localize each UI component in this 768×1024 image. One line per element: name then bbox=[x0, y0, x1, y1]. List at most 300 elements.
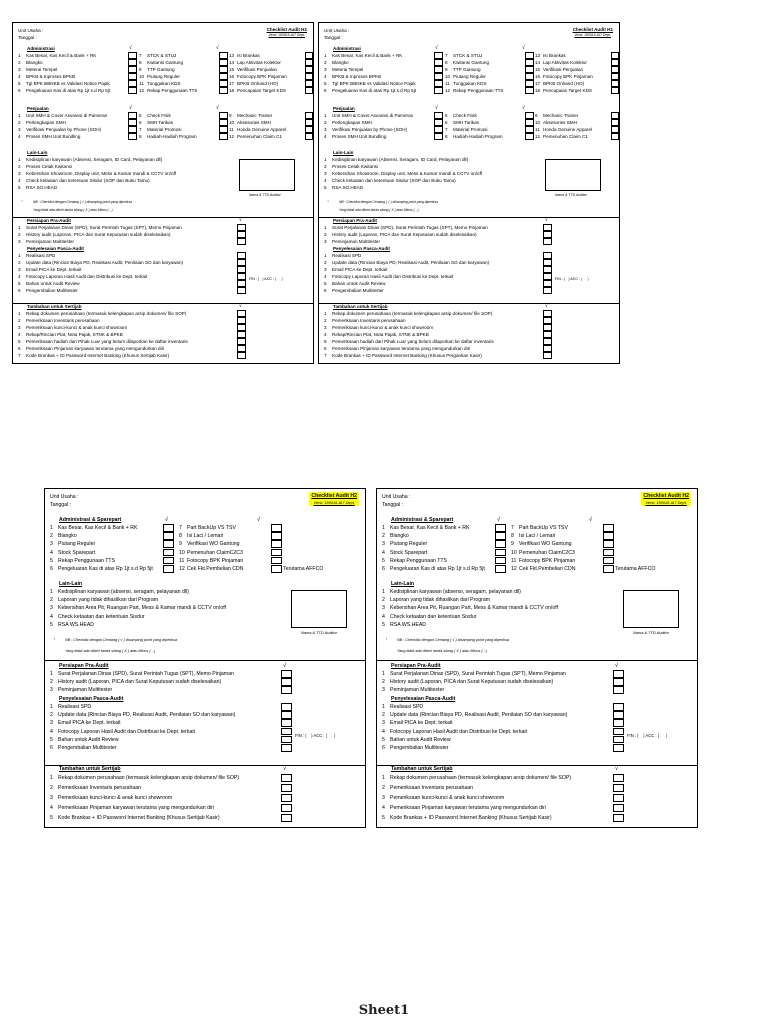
item-number: 9 bbox=[179, 541, 182, 548]
checkbox[interactable] bbox=[237, 238, 246, 245]
checkbox[interactable] bbox=[237, 224, 246, 231]
item-label: Kebersihan Showroom, Display unit, Mess & Kamar mandi & CCTV on/off bbox=[332, 171, 483, 176]
item-label: Pemeriksaan Pinjaman karyawan terutama yang mengundurkan diri bbox=[390, 805, 546, 811]
checkbox[interactable] bbox=[525, 112, 534, 119]
item-list bbox=[229, 52, 313, 94]
checkbox[interactable] bbox=[495, 557, 506, 565]
item-label: Check ketaatan dan ketentuan Sisdur bbox=[390, 613, 477, 620]
checkbox[interactable] bbox=[237, 266, 246, 273]
list-item bbox=[324, 252, 534, 259]
checkbox[interactable] bbox=[237, 331, 246, 338]
item-label: Pemeriksaan Inventaris perusahaan bbox=[26, 318, 100, 323]
item-label: Kode Brankas + ID Password Internet Banking (Khusus Sertijab Kasir) bbox=[26, 353, 170, 358]
item-number: 1 bbox=[50, 671, 53, 677]
list-item bbox=[445, 52, 535, 59]
sheet-tab[interactable]: Sheet1 bbox=[358, 1003, 410, 1018]
item-number: 3 bbox=[382, 541, 385, 548]
list-item bbox=[324, 259, 534, 266]
title-text: Checklist Audit H2 bbox=[643, 493, 689, 499]
list-item bbox=[50, 711, 275, 719]
item-number: 2 bbox=[50, 679, 53, 686]
list-item bbox=[50, 524, 180, 532]
checkbox[interactable] bbox=[237, 259, 246, 266]
checkbox[interactable] bbox=[271, 557, 282, 565]
list-item bbox=[445, 59, 535, 66]
checkbox[interactable] bbox=[305, 126, 313, 133]
checklist-title bbox=[573, 26, 613, 38]
list-item bbox=[535, 66, 619, 73]
list-item bbox=[382, 524, 512, 532]
item-number: 15 bbox=[535, 67, 541, 72]
list-item bbox=[18, 231, 228, 238]
checkbox[interactable] bbox=[525, 52, 534, 59]
checkbox[interactable] bbox=[525, 59, 534, 66]
checkbox[interactable] bbox=[128, 52, 137, 59]
list-item bbox=[18, 345, 230, 352]
checkbox[interactable] bbox=[305, 66, 313, 73]
checkbox[interactable] bbox=[611, 73, 619, 80]
checkbox[interactable] bbox=[163, 549, 174, 557]
auditor-signature-box[interactable] bbox=[623, 590, 679, 628]
list-item bbox=[382, 613, 582, 621]
fin-acc-field[interactable] bbox=[295, 733, 335, 739]
checkbox[interactable] bbox=[495, 524, 506, 532]
item-number: 8 bbox=[139, 60, 142, 65]
pra-audit-section-title: Persiapan Pra-Audit bbox=[27, 218, 71, 223]
checkbox[interactable] bbox=[237, 273, 246, 280]
item-number: 1 bbox=[324, 225, 327, 230]
acc-label: ) ACC : ( bbox=[311, 733, 328, 738]
checkbox[interactable] bbox=[219, 112, 228, 119]
item-number: 2 bbox=[382, 785, 385, 791]
list-item bbox=[179, 532, 274, 540]
close-paren: ) bbox=[334, 733, 336, 738]
item-label: Bahan untuk Audit Review bbox=[58, 736, 119, 743]
item-label: Meterai Tempel bbox=[332, 67, 364, 72]
checkbox[interactable] bbox=[613, 728, 624, 736]
item-label: Lap Aktivitas Kolektor bbox=[237, 60, 281, 65]
checkbox[interactable] bbox=[305, 59, 313, 66]
list-item bbox=[18, 252, 228, 259]
section-divider bbox=[45, 660, 365, 661]
item-label: Pemeriksaan Inventaris perusahaan bbox=[332, 318, 406, 323]
item-label: Kas Besar, Kas Kecil & Bank + RK bbox=[58, 525, 138, 531]
checkbox[interactable] bbox=[525, 119, 534, 126]
item-label: Peminjaman Multitester bbox=[332, 239, 380, 244]
checklist-h2-card bbox=[376, 488, 698, 828]
auditor-signature-box[interactable] bbox=[545, 159, 601, 191]
checkbox[interactable] bbox=[434, 133, 443, 140]
item-label: RSA WS.HEAD bbox=[390, 621, 427, 628]
checkbox[interactable] bbox=[525, 87, 534, 94]
checkbox[interactable] bbox=[163, 540, 174, 548]
checkbox[interactable] bbox=[434, 73, 443, 80]
checkbox[interactable] bbox=[543, 259, 552, 266]
checkbox[interactable] bbox=[281, 804, 292, 812]
checkbox[interactable] bbox=[163, 532, 174, 540]
checkbox[interactable] bbox=[525, 66, 534, 73]
item-number: 7 bbox=[445, 53, 448, 58]
item-list bbox=[18, 224, 228, 245]
checkbox[interactable] bbox=[219, 80, 228, 87]
checkbox[interactable] bbox=[434, 59, 443, 66]
checkbox[interactable] bbox=[237, 352, 246, 359]
fin-acc-field[interactable] bbox=[249, 277, 283, 283]
checkbox[interactable] bbox=[543, 266, 552, 273]
item-number: 3 bbox=[18, 67, 21, 72]
list-item bbox=[511, 540, 606, 548]
checkbox[interactable] bbox=[128, 66, 137, 73]
checkbox[interactable] bbox=[128, 112, 137, 119]
tick-mark-label: √ bbox=[497, 517, 501, 523]
checkbox[interactable] bbox=[237, 252, 246, 259]
checkbox[interactable] bbox=[603, 549, 614, 557]
item-number: 2 bbox=[18, 60, 21, 65]
checkbox[interactable] bbox=[434, 126, 443, 133]
item-number: 5 bbox=[139, 113, 142, 118]
checkbox[interactable] bbox=[163, 524, 174, 532]
item-label: Meterai Tempel bbox=[26, 67, 58, 72]
list-item bbox=[382, 549, 512, 557]
item-list bbox=[50, 670, 275, 695]
checkbox[interactable] bbox=[543, 273, 552, 280]
checkbox[interactable] bbox=[128, 59, 137, 66]
close-paren: ) bbox=[587, 277, 589, 281]
tick-mark-label: √ bbox=[522, 45, 525, 51]
pra-audit-section-title: Persiapan Pra-Audit bbox=[333, 218, 377, 223]
checkbox[interactable] bbox=[495, 532, 506, 540]
item-label: Pemenuhan Claim C1 bbox=[543, 134, 588, 139]
item-number: 8 bbox=[179, 533, 182, 540]
checkbox[interactable] bbox=[271, 565, 282, 573]
list-item bbox=[18, 224, 228, 231]
list-item bbox=[139, 112, 229, 119]
checkbox[interactable] bbox=[613, 794, 624, 802]
checkbox[interactable] bbox=[281, 711, 292, 719]
item-number: 3 bbox=[382, 795, 385, 801]
checkbox[interactable] bbox=[237, 345, 246, 352]
checkbox[interactable] bbox=[611, 59, 619, 66]
item-label: Lap Aktivitas Kolektor bbox=[543, 60, 587, 65]
checkbox[interactable] bbox=[543, 317, 552, 324]
checkbox[interactable] bbox=[219, 52, 228, 59]
item-label: Proses Cetak Kwitansi bbox=[26, 164, 72, 169]
checkbox[interactable] bbox=[128, 87, 137, 94]
checkbox[interactable] bbox=[281, 774, 292, 782]
checkbox[interactable] bbox=[603, 532, 614, 540]
item-list bbox=[18, 310, 230, 359]
checkbox[interactable] bbox=[434, 52, 443, 59]
checkbox[interactable] bbox=[237, 324, 246, 331]
checkbox[interactable] bbox=[219, 126, 228, 133]
item-number: 4 bbox=[50, 549, 53, 556]
list-item bbox=[18, 324, 230, 331]
checkbox[interactable] bbox=[128, 119, 137, 126]
item-label: Pemeriksaan Inventaris perusahaan bbox=[58, 785, 142, 791]
item-list bbox=[18, 52, 138, 94]
item-number: 4 bbox=[324, 274, 327, 279]
checkbox[interactable] bbox=[611, 133, 619, 140]
list-item bbox=[179, 524, 274, 532]
item-number: 12 bbox=[535, 134, 541, 139]
item-number: 4 bbox=[324, 134, 327, 139]
checkbox[interactable] bbox=[543, 345, 552, 352]
item-label: Blangko bbox=[58, 533, 77, 540]
checkbox[interactable] bbox=[281, 678, 292, 686]
item-label: History audit (Laporan, PICA dan Surat Keputusan sudah diselesaikan) bbox=[332, 232, 477, 237]
item-label: Pemenuhan ClaimC2C3 bbox=[187, 549, 243, 556]
item-label: Fotocopy Laporan Hasil Audit dan Distribusi ke Dept. terkait bbox=[26, 274, 148, 279]
checkbox[interactable] bbox=[543, 231, 552, 238]
item-number: 4 bbox=[18, 134, 21, 139]
checkbox[interactable] bbox=[305, 112, 313, 119]
item-label: Material Promosi bbox=[453, 127, 488, 132]
checklist-h2-card bbox=[44, 488, 366, 828]
list-item bbox=[445, 80, 535, 87]
item-number: 1 bbox=[50, 704, 53, 710]
checkbox[interactable] bbox=[611, 119, 619, 126]
list-item bbox=[382, 814, 607, 824]
checkbox[interactable] bbox=[237, 317, 246, 324]
checkbox[interactable] bbox=[613, 804, 624, 812]
list-item bbox=[139, 119, 229, 126]
checkbox[interactable] bbox=[281, 736, 292, 744]
item-number: 3 bbox=[50, 541, 53, 548]
item-label: Perlengkapan SMH bbox=[332, 120, 372, 125]
checkbox[interactable] bbox=[237, 310, 246, 317]
item-number: 3 bbox=[382, 687, 385, 694]
checkbox[interactable] bbox=[611, 126, 619, 133]
item-number: 11 bbox=[229, 127, 234, 132]
checkbox[interactable] bbox=[543, 280, 552, 287]
checkbox[interactable] bbox=[543, 310, 552, 317]
item-number: 2 bbox=[50, 785, 53, 791]
list-item bbox=[511, 549, 606, 557]
checkbox[interactable] bbox=[237, 231, 246, 238]
note-line-1: NB : Checklist dengan Centang ( √ ) disamping point yang diperiksa bbox=[33, 200, 132, 204]
tick-mark-label: √ bbox=[239, 303, 242, 309]
item-number: 3 bbox=[382, 605, 385, 612]
list-item bbox=[18, 80, 138, 87]
checkbox[interactable] bbox=[611, 87, 619, 94]
tanggal-label: Tanggal : bbox=[50, 502, 72, 509]
checkbox[interactable] bbox=[163, 565, 174, 573]
checkbox[interactable] bbox=[495, 540, 506, 548]
checkbox[interactable] bbox=[434, 112, 443, 119]
item-number: 1 bbox=[18, 253, 21, 258]
checkbox[interactable] bbox=[543, 252, 552, 259]
checkbox[interactable] bbox=[281, 728, 292, 736]
note-line-2: Yang tidak ada diberi tanda silang ( X ) atau Minus ( - ) bbox=[65, 649, 156, 653]
checkbox[interactable] bbox=[305, 133, 313, 140]
list-item bbox=[511, 524, 606, 532]
checkbox[interactable] bbox=[281, 703, 292, 711]
checkbox[interactable] bbox=[163, 557, 174, 565]
checkbox[interactable] bbox=[305, 87, 313, 94]
item-label: Hadiah-Hadiah Program bbox=[453, 134, 503, 139]
list-item bbox=[229, 66, 313, 73]
item-label: Mechanic Trainer bbox=[543, 113, 579, 118]
item-number: 1 bbox=[50, 775, 53, 781]
checkbox[interactable] bbox=[219, 59, 228, 66]
list-item bbox=[229, 112, 313, 119]
item-label: Check ketaatan dan ketentuan Sisdur (SOP dan Buku Tamu) bbox=[332, 178, 456, 183]
checkbox[interactable] bbox=[613, 784, 624, 792]
list-item bbox=[139, 73, 229, 80]
checkbox[interactable] bbox=[219, 66, 228, 73]
item-number: 5 bbox=[324, 185, 327, 190]
item-number: 1 bbox=[50, 589, 53, 595]
auditor-signature-box[interactable] bbox=[239, 159, 295, 191]
checkbox[interactable] bbox=[543, 287, 552, 294]
item-label: Fotocopy Laporan Hasil Audit dan Distribusi ke Dept. terkait bbox=[58, 728, 195, 735]
acc-label: ) ACC : ( bbox=[643, 733, 660, 738]
checkbox[interactable] bbox=[543, 238, 552, 245]
checkbox[interactable] bbox=[611, 112, 619, 119]
item-number: 9 bbox=[535, 113, 538, 118]
checkbox[interactable] bbox=[281, 670, 292, 678]
checkbox[interactable] bbox=[219, 133, 228, 140]
item-label: Pengeluaran Kas di atas Rp 1jt s.d Rp 5jt bbox=[58, 565, 153, 572]
list-item bbox=[18, 184, 208, 191]
checkbox[interactable] bbox=[237, 280, 246, 287]
checkbox[interactable] bbox=[613, 719, 624, 727]
checkbox[interactable] bbox=[495, 549, 506, 557]
tick-mark-label: √ bbox=[129, 45, 132, 51]
checkbox[interactable] bbox=[525, 126, 534, 133]
list-item bbox=[18, 59, 138, 66]
checkbox[interactable] bbox=[434, 87, 443, 94]
checkbox[interactable] bbox=[543, 352, 552, 359]
tick-mark-label: √ bbox=[545, 303, 548, 309]
auditor-signature-box[interactable] bbox=[291, 590, 347, 628]
checkbox[interactable] bbox=[613, 686, 624, 694]
checkbox[interactable] bbox=[613, 736, 624, 744]
item-number: 5 bbox=[50, 557, 53, 564]
checkbox[interactable] bbox=[281, 686, 292, 694]
note-line-2: Yang tidak ada diberi tanda silang ( X ) atau Minus ( - ) bbox=[339, 208, 419, 212]
checkbox[interactable] bbox=[305, 80, 313, 87]
item-number: 12 bbox=[511, 565, 517, 572]
item-number: 6 bbox=[18, 346, 21, 351]
checkbox[interactable] bbox=[613, 774, 624, 782]
item-number: 11 bbox=[445, 81, 450, 86]
checkbox[interactable] bbox=[128, 133, 137, 140]
list-item bbox=[535, 59, 619, 66]
checkbox[interactable] bbox=[611, 52, 619, 59]
checkbox[interactable] bbox=[281, 794, 292, 802]
checkbox[interactable] bbox=[271, 549, 282, 557]
item-list bbox=[18, 252, 228, 294]
list-item bbox=[50, 549, 180, 557]
checkbox[interactable] bbox=[281, 744, 292, 752]
item-number: 4 bbox=[50, 805, 53, 811]
list-item bbox=[324, 119, 444, 126]
checkbox[interactable] bbox=[281, 719, 292, 727]
checkbox[interactable] bbox=[543, 331, 552, 338]
item-number: 17 bbox=[535, 81, 541, 86]
checkbox[interactable] bbox=[219, 87, 228, 94]
fin-label: FIN : ( bbox=[555, 277, 566, 281]
checkbox[interactable] bbox=[237, 338, 246, 345]
item-number: 5 bbox=[18, 185, 21, 190]
checkbox[interactable] bbox=[128, 126, 137, 133]
checkbox[interactable] bbox=[613, 670, 624, 678]
checkbox[interactable] bbox=[543, 338, 552, 345]
checkbox[interactable] bbox=[525, 73, 534, 80]
item-number: 3 bbox=[18, 127, 21, 132]
checkbox[interactable] bbox=[543, 224, 552, 231]
checkbox[interactable] bbox=[271, 524, 282, 532]
checkbox[interactable] bbox=[525, 133, 534, 140]
checkbox[interactable] bbox=[305, 73, 313, 80]
checkbox[interactable] bbox=[613, 744, 624, 752]
item-label: History audit (Laporan, PICA dan Surat Keputusan sudah diselesaikan) bbox=[390, 679, 554, 686]
item-list bbox=[18, 156, 208, 191]
checkbox[interactable] bbox=[305, 119, 313, 126]
item-label: Fotocopy BPK Pinjaman bbox=[187, 557, 244, 564]
checkbox[interactable] bbox=[219, 73, 228, 80]
item-number: 9 bbox=[229, 113, 232, 118]
pin-icon: ♀ bbox=[385, 637, 388, 641]
checkbox[interactable] bbox=[281, 814, 292, 822]
title-text: Checklist Audit H1 bbox=[572, 27, 613, 32]
checkbox[interactable] bbox=[434, 66, 443, 73]
item-label: BPKB & Inproses BPKB bbox=[332, 74, 382, 79]
checkbox[interactable] bbox=[305, 52, 313, 59]
list-item bbox=[50, 814, 275, 824]
item-number: 5 bbox=[50, 815, 53, 821]
item-label: Laporan yang tidak dihasilkan dari Program bbox=[390, 597, 491, 604]
checkbox[interactable] bbox=[611, 66, 619, 73]
checkbox[interactable] bbox=[281, 784, 292, 792]
tick-mark-label: √ bbox=[216, 45, 219, 51]
checkbox[interactable] bbox=[271, 532, 282, 540]
item-label: RSA SO.HEAD bbox=[332, 185, 364, 190]
checkbox[interactable] bbox=[613, 678, 624, 686]
checkbox[interactable] bbox=[613, 703, 624, 711]
checkbox[interactable] bbox=[603, 540, 614, 548]
checkbox[interactable] bbox=[603, 565, 614, 573]
item-label: Email PICA ke Dept. terkait bbox=[332, 267, 388, 272]
checkbox[interactable] bbox=[434, 80, 443, 87]
checkbox[interactable] bbox=[434, 119, 443, 126]
checkbox[interactable] bbox=[128, 73, 137, 80]
checkbox[interactable] bbox=[495, 565, 506, 573]
fin-acc-field[interactable] bbox=[627, 733, 667, 739]
checkbox[interactable] bbox=[603, 524, 614, 532]
checkbox[interactable] bbox=[613, 814, 624, 822]
checkbox[interactable] bbox=[603, 557, 614, 565]
list-item bbox=[324, 238, 534, 245]
checkbox[interactable] bbox=[219, 119, 228, 126]
checkbox[interactable] bbox=[613, 711, 624, 719]
checkbox[interactable] bbox=[271, 540, 282, 548]
admin-sparepart-section-title: Administrasi & Sparepart bbox=[59, 517, 122, 523]
list-item bbox=[535, 112, 619, 119]
fin-acc-field[interactable] bbox=[555, 277, 589, 283]
item-label: Kedisiplinan karyawan (Absensi, Seragam, ID Card, Pelayanan dll) bbox=[332, 157, 469, 162]
checkbox[interactable] bbox=[543, 324, 552, 331]
checkbox[interactable] bbox=[525, 80, 534, 87]
item-label: Peminjaman Multitester bbox=[390, 687, 445, 694]
title-text: Checklist Audit H2 bbox=[311, 493, 357, 499]
checkbox[interactable] bbox=[237, 287, 246, 294]
checkbox[interactable] bbox=[128, 80, 137, 87]
item-number: 1 bbox=[382, 589, 385, 595]
checkbox[interactable] bbox=[611, 80, 619, 87]
item-number: 15 bbox=[229, 67, 235, 72]
